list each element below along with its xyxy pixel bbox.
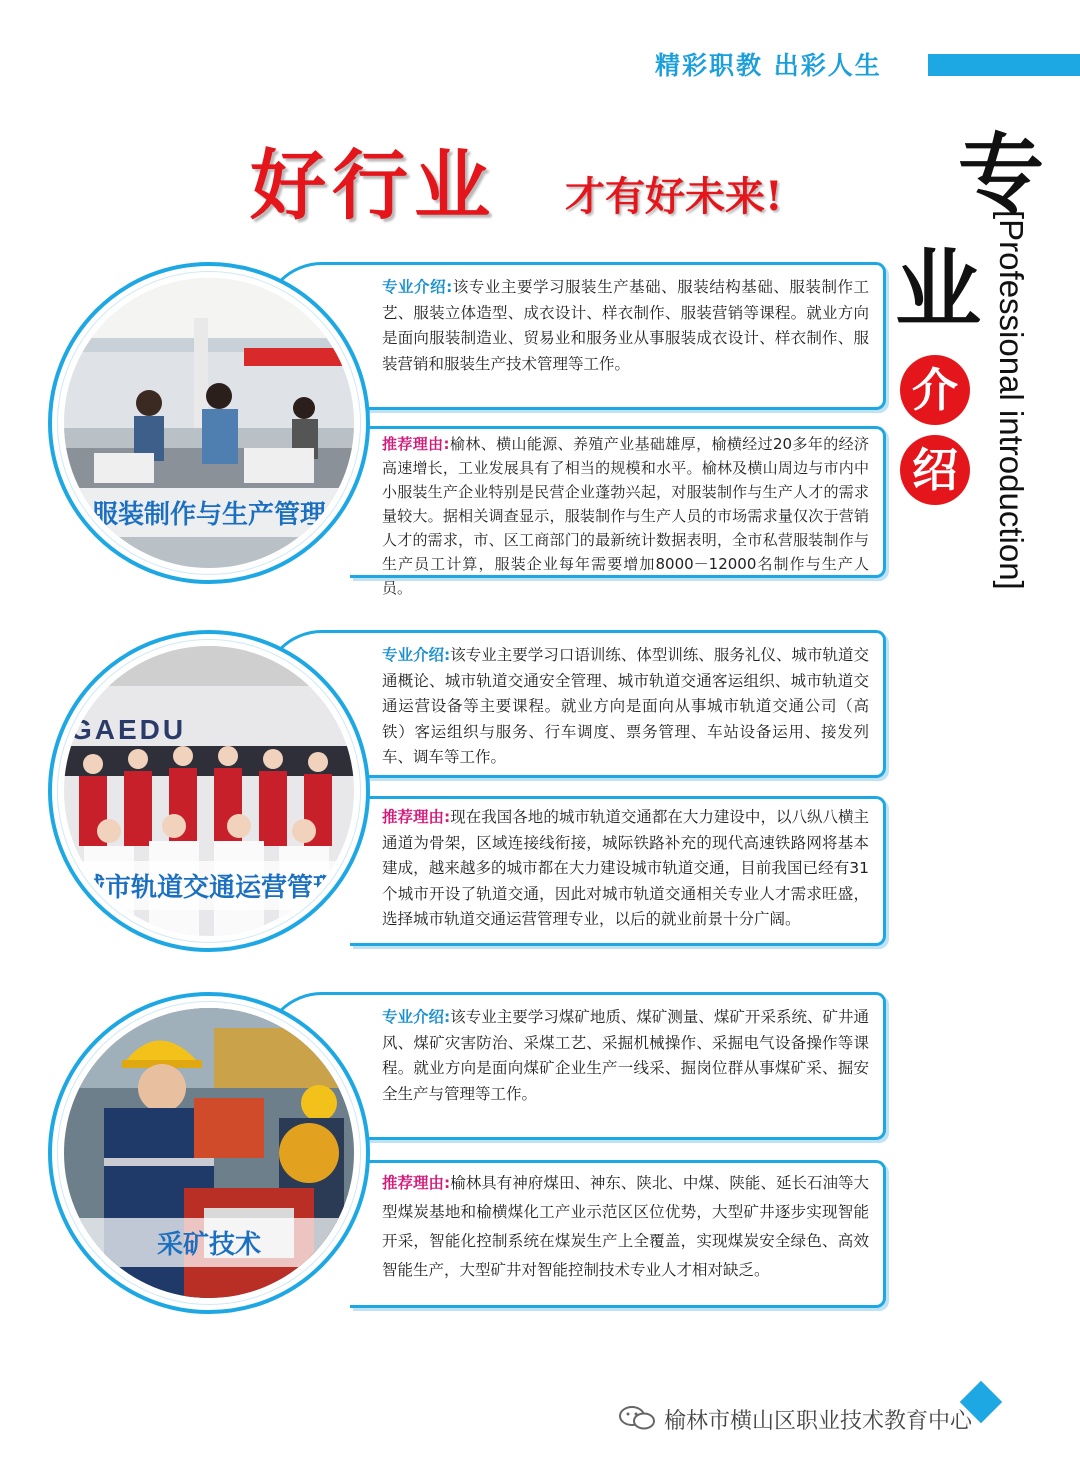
section-1-intro-text [350,265,883,377]
side-heading-char-4: 绍 [900,435,970,505]
page-subtitle: 才有好未来! [565,173,783,220]
side-heading-char-3: 介 [900,355,970,425]
section-1-reason-text [350,429,883,600]
section-2-photo [64,646,354,936]
intro-label: 专业介绍: [382,646,451,664]
reason-label: 推荐理由: [382,808,451,826]
reason-body: 现在我国各地的城市轨道交通都在大力建设中，以八纵八横主通道为骨架，区域连接线衔接，城际铁路补充的现代高速铁路网将基本建成，越来越多的城市都在大力建设城市轨道交通，目前我国已经有31个城市开设了轨道交通，因此对城市轨道交通相关专业人才需求旺盛，选择城市轨道交通运营管理专业，以后的就业前景十分广阔。 [382,808,869,928]
intro-body: 该专业主要学习口语训练、体型训练、服务礼仪、城市轨道交通概论、城市轨道交通安全管理、城市轨道交通客运组织、城市轨道交通运营设备等主要课程。就业方向是面向从事城市轨道交通公司（高铁）客运组织与服务、行车调度、票务管理、车站设备运用、接发列车、调车等工作。 [382,646,869,766]
reason-body: 榆林、横山能源、养殖产业基础雄厚，榆横经过20多年的经济高速增长，工业发展具有了相当的规模和水平。榆林及横山周边与市内中小服装生产企业特别是民营企业蓬勃兴起，对服装制作与生产人才的需求量较大。据相关调查显示，服装制作与生产人员的市场需求量仅次于营销人才的需求，市、区工商部门的最新统计数据表明，全市私营服装制作与生产员工计算，服装企业每年需要增加8000－12000名制作与生产人员。 [382,435,870,597]
side-heading-char-2: 业 [895,239,981,340]
section-3-reason-text [350,1163,883,1285]
side-heading-char-1: 专 [958,124,1044,225]
section-2-reason-box [350,796,886,946]
section-1-reason-box [350,426,886,597]
section-1-photo [64,278,354,568]
section-2-reason-text [350,799,883,933]
section-2-intro-box [350,630,886,778]
section-3-intro-text [350,995,883,1107]
intro-label: 专业介绍: [382,278,453,296]
intro-label: 专业介绍: [382,1008,451,1026]
intro-body: 该专业主要学习服装生产基础、服装结构基础、服装制作工艺、服装立体造型、成衣设计、样衣制作、服装营销等课程。就业方向是面向服装制造业、贸易业和服务业从事服装成衣设计、样衣制作、服装营销和服装生产技术管理等工作。 [382,278,869,373]
section-2-intro-text [350,633,883,771]
header-accent-bar [928,54,1080,76]
intro-body: 该专业主要学习煤矿地质、煤矿测量、煤矿开采系统、矿井通风、煤矿灾害防治、采煤工艺、采掘机械操作、采掘电气设备操作等课程。就业方向是面向煤矿企业生产一线采、掘岗位群从事煤矿采、掘安全生产与管理等工作。 [382,1008,869,1103]
section-2-photo-label: 城市轨道交通运营管理 [64,861,354,910]
section-1-photo-label: 服装制作与生产管理 [64,488,354,537]
section-3-photo-label: 采矿技术 [64,1218,354,1267]
side-heading-english: [Professional introduction] [993,210,1030,590]
section-3-intro-box [350,992,886,1140]
reason-label: 推荐理由: [382,435,450,453]
reason-body: 榆林具有神府煤田、神东、陕北、中煤、陕能、延长石油等大型煤炭基地和榆横煤化工产业示范区区位优势，大型矿井逐步实现智能开采，智能化控制系统在煤炭生产上全覆盖，实现煤炭安全绿色、高效智能生产，大型矿井对智能控制技术专业人才相对缺乏。 [382,1174,869,1279]
footer-source-text: 榆林市横山区职业技术教育中心 [664,1409,973,1434]
section-3-reason-box [350,1160,886,1308]
reason-label: 推荐理由: [382,1174,451,1192]
header-slogan: 精彩职教 出彩人生 [655,51,882,80]
page-title: 好行业 [250,141,496,230]
section-1-intro-box [350,262,886,410]
section-3-photo [64,1008,354,1298]
photo-sign-text: GAEDU [70,714,187,745]
wechat-icon [618,1404,658,1432]
